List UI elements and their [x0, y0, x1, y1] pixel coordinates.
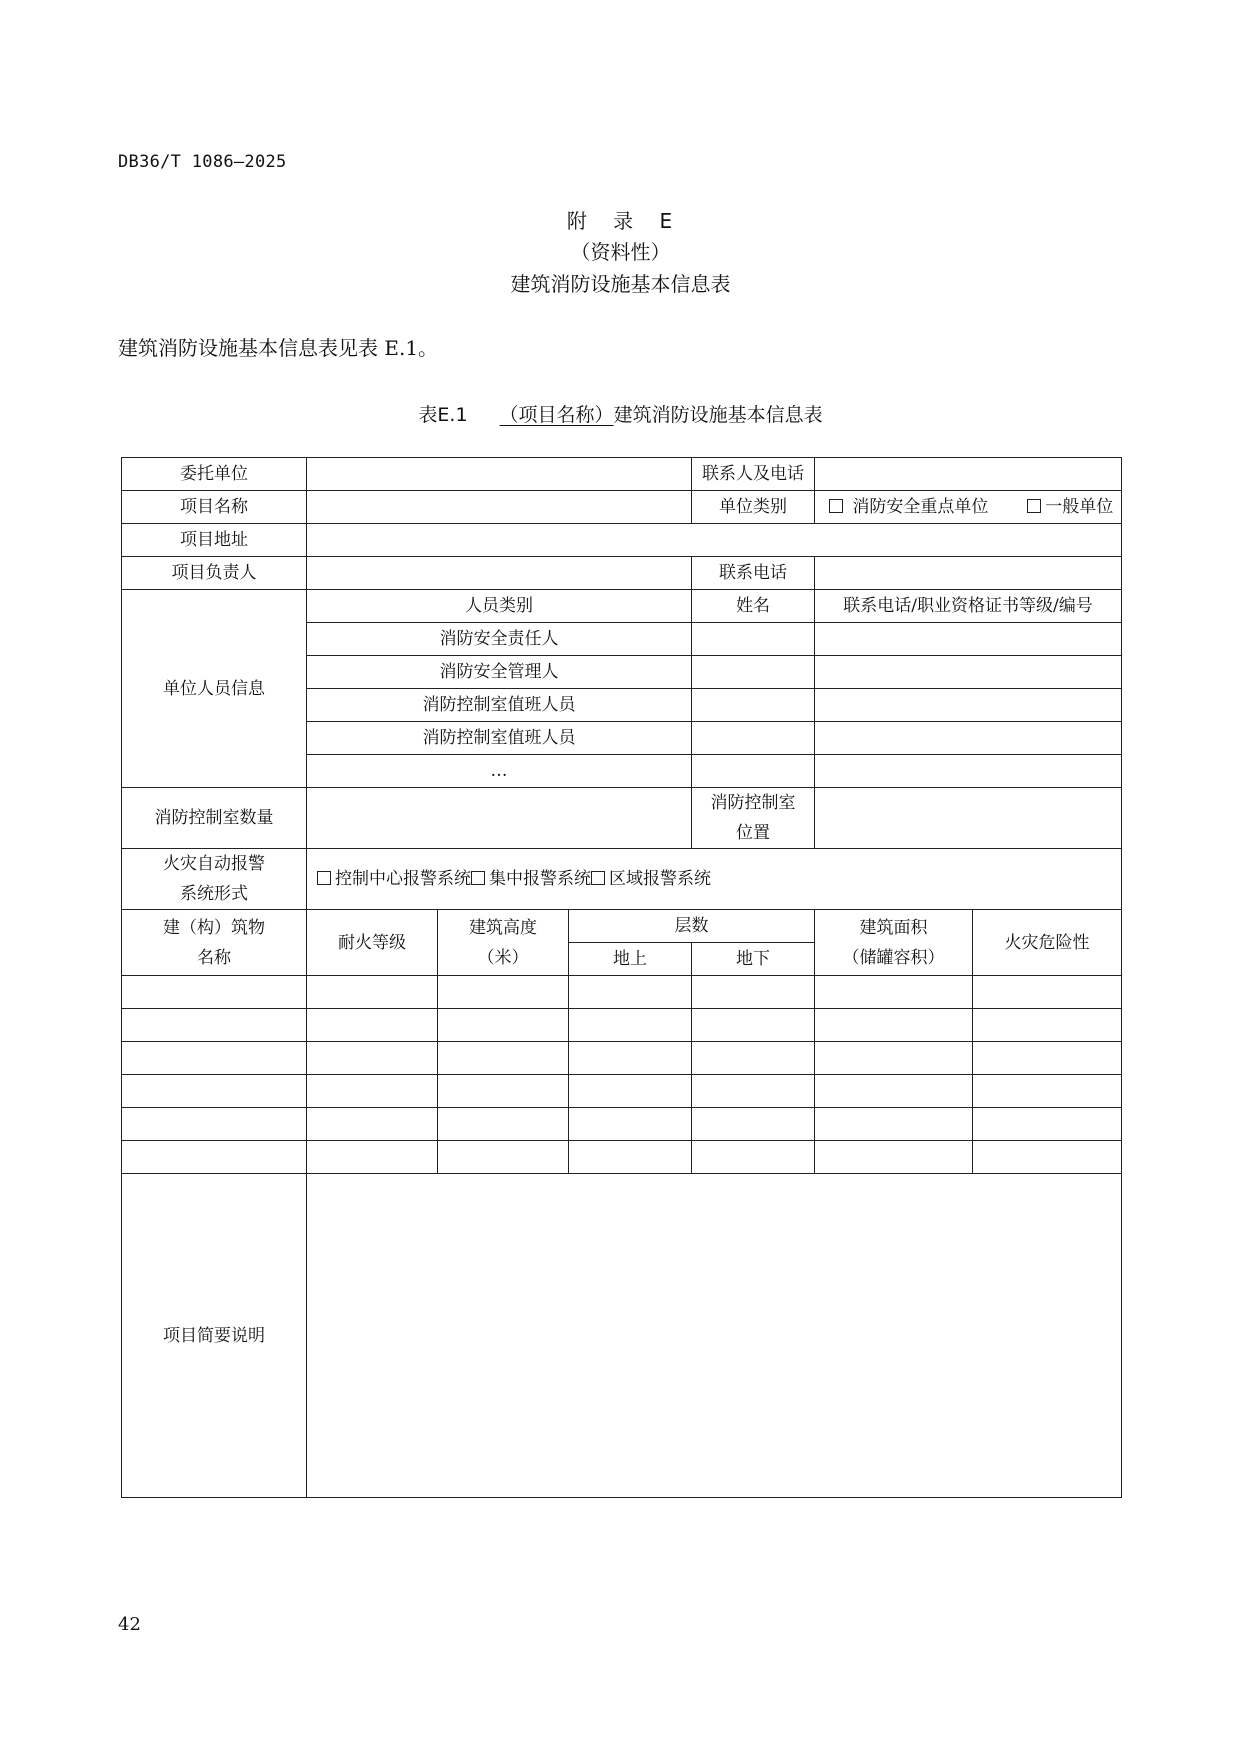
table-row: [122, 788, 1122, 849]
personnel-contact-cell[interactable]: [815, 623, 1122, 656]
manager-value-cell[interactable]: [307, 557, 692, 590]
control-room-count-cell[interactable]: [307, 788, 692, 849]
appendix-nature: （资料性）: [570, 240, 671, 264]
address-value-cell[interactable]: [307, 524, 1122, 557]
document-code: DB36/T 1086—2025: [118, 152, 287, 172]
option-centralized: 集中报警系统: [489, 869, 591, 889]
personnel-category: 消防控制室值班人员: [307, 689, 692, 722]
appendix-label: [0, 205, 1241, 234]
project-summary-label: 项目简要说明: [122, 1174, 307, 1498]
option-regional: 区域报警系统: [609, 869, 711, 889]
unit-type-label: 单位类别: [692, 491, 815, 524]
checkbox-control-center[interactable]: [317, 871, 331, 885]
building-name-header: [122, 910, 307, 976]
building-fire-facilities-table: [121, 457, 1122, 1498]
building-data-row: [122, 1042, 1122, 1075]
client-value-cell[interactable]: [307, 458, 692, 491]
personnel-contact-cell[interactable]: [815, 689, 1122, 722]
building-data-row: [122, 1141, 1122, 1174]
personnel-category: 消防安全责任人: [307, 623, 692, 656]
checkbox-key-unit[interactable]: [829, 499, 843, 513]
building-data-row: [122, 1009, 1122, 1042]
appendix-label-part: E: [659, 209, 675, 233]
manager-label: 项目负责人: [122, 557, 307, 590]
option-general-unit: 一般单位: [1045, 497, 1114, 517]
table-row: [122, 458, 1122, 491]
personnel-header-category: 人员类别: [307, 590, 692, 623]
control-room-location-line: 消防控制室: [710, 793, 796, 813]
table-title: 建筑消防设施基本信息表: [613, 404, 823, 426]
control-room-count-label: 消防控制室数量: [122, 788, 307, 849]
control-room-location-cell[interactable]: [815, 788, 1122, 849]
appendix-title: 建筑消防设施基本信息表: [510, 272, 731, 296]
personnel-header-name: 姓名: [692, 590, 815, 623]
alarm-label-line: 火灾自动报警: [163, 854, 265, 874]
personnel-category: 消防控制室值班人员: [307, 722, 692, 755]
contact-value-cell[interactable]: [815, 458, 1122, 491]
building-data-row: [122, 1108, 1122, 1141]
appendix-label-part: 附: [566, 209, 589, 233]
checkbox-centralized[interactable]: [471, 871, 485, 885]
header-line: （米）: [477, 947, 529, 968]
unit-type-options: [815, 491, 1122, 524]
table-row: [122, 849, 1122, 910]
header-line: 名称: [197, 947, 231, 968]
below-ground-header: 地下: [692, 943, 815, 976]
contact-label: 联系人及电话: [692, 458, 815, 491]
hazard-header: 火灾危险性: [973, 910, 1122, 976]
personnel-contact-cell[interactable]: [815, 755, 1122, 788]
header-line: 建筑高度: [469, 917, 537, 938]
table-number: 表E.1: [418, 404, 468, 426]
personnel-name-cell[interactable]: [692, 755, 815, 788]
control-room-location-line: 位置: [736, 823, 770, 843]
table-row: [122, 910, 1122, 943]
personnel-contact-cell[interactable]: [815, 656, 1122, 689]
personnel-name-cell[interactable]: [692, 689, 815, 722]
table-row: [122, 590, 1122, 623]
intro-paragraph: 建筑消防设施基本信息表见表 E.1。: [118, 336, 439, 360]
building-data-row: [122, 1075, 1122, 1108]
table-caption: [0, 400, 1241, 427]
personnel-category: 消防安全管理人: [307, 656, 692, 689]
personnel-name-cell[interactable]: [692, 623, 815, 656]
checkbox-general-unit[interactable]: [1027, 499, 1041, 513]
personnel-section-label: 单位人员信息: [122, 590, 307, 788]
header-line: 建筑面积: [859, 917, 928, 938]
checkbox-regional[interactable]: [591, 871, 605, 885]
phone-value-cell[interactable]: [815, 557, 1122, 590]
table-row: [122, 557, 1122, 590]
control-room-location-label: [692, 788, 815, 849]
table-row: [122, 1174, 1122, 1498]
project-name-label: 项目名称: [122, 491, 307, 524]
project-summary-cell[interactable]: [307, 1174, 1122, 1498]
above-ground-header: 地上: [569, 943, 692, 976]
appendix-label-part: 录: [613, 209, 636, 233]
floors-header: 层数: [569, 910, 815, 943]
personnel-category-ellipsis: …: [307, 755, 692, 788]
personnel-header-contact: 联系电话/职业资格证书等级/编号: [815, 590, 1122, 623]
fire-rating-header: 耐火等级: [307, 910, 438, 976]
personnel-contact-cell[interactable]: [815, 722, 1122, 755]
phone-label: 联系电话: [692, 557, 815, 590]
alarm-system-label: [122, 849, 307, 910]
alarm-label-line: 系统形式: [180, 884, 248, 904]
height-header: [438, 910, 569, 976]
area-header: [815, 910, 973, 976]
option-key-unit: 消防安全重点单位: [852, 497, 989, 517]
page-number: 42: [118, 1614, 141, 1635]
table-row: [122, 491, 1122, 524]
personnel-name-cell[interactable]: [692, 656, 815, 689]
building-data-row: [122, 976, 1122, 1009]
project-name-placeholder: （项目名称）: [499, 404, 614, 426]
option-control-center: 控制中心报警系统: [335, 869, 471, 889]
table-row: [122, 524, 1122, 557]
personnel-name-cell[interactable]: [692, 722, 815, 755]
client-label: 委托单位: [122, 458, 307, 491]
header-line: （储罐容积）: [842, 947, 945, 968]
address-label: 项目地址: [122, 524, 307, 557]
alarm-system-options: [307, 849, 1122, 910]
project-name-value-cell[interactable]: [307, 491, 692, 524]
header-line: 建（构）筑物: [163, 917, 265, 938]
